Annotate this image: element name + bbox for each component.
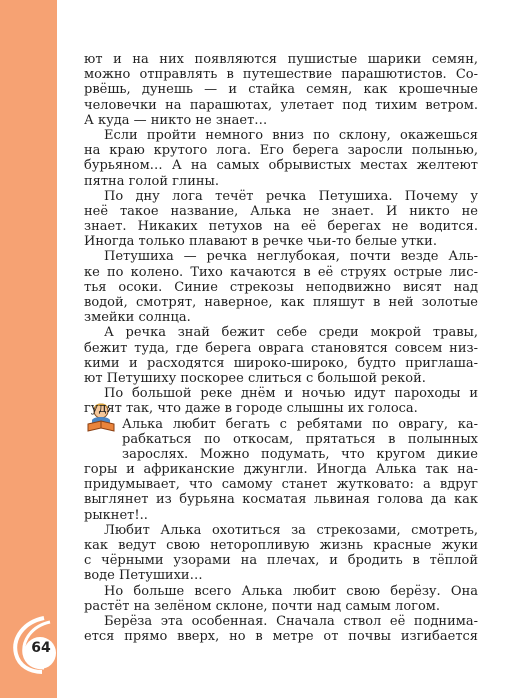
text-line: Но больше всего Алька любит свою берёзу. Она bbox=[104, 583, 478, 599]
text-line: Если пройти немного вниз по склону, окажешься bbox=[104, 127, 478, 143]
text-line: с чёрными узорами на плечах, и бродить в тёплой bbox=[84, 553, 478, 569]
text-line: неё такое название, Алька не знает. И никто не bbox=[84, 203, 478, 219]
text-line: Алька любит бегать с ребятами по оврагу, ка- bbox=[122, 416, 478, 432]
text-line: кими и расходятся широко-широко, будто приглаша- bbox=[84, 355, 478, 371]
text-line: А речка знай бежит себе среди мокрой травы, bbox=[104, 325, 478, 341]
text-line: водой, смотрят, наверное, как пляшут в ней золотые bbox=[84, 295, 478, 310]
text-line: придумывает, что самому станет жутковато: а вдруг bbox=[84, 477, 478, 493]
page-number: 64 bbox=[31, 640, 51, 656]
text-line: бежит туда, где берега оврага становятся совсем низ- bbox=[84, 340, 478, 356]
text-line: Любит Алька охотиться за стрекозами, смотреть, bbox=[104, 522, 478, 538]
text-line: Иногда только плавают в речке чьи-то белые утки. bbox=[84, 234, 437, 250]
text-line: По большой реке днём и ночью идут пароходы и bbox=[104, 386, 478, 402]
text-line: ют Петушиху поскорее слиться с большой рекой. bbox=[84, 370, 426, 386]
text-line: рвёшь, дунешь — и стайка семян, как крошечные bbox=[84, 82, 478, 98]
text-line: Берёза эта особенная. Сначала ствол её поднима- bbox=[104, 613, 478, 629]
text-line: ке по колено. Тихо качаются в её струях острые лис- bbox=[84, 264, 478, 280]
text-line: знает. Никаких петухов на её берегах не водится. bbox=[84, 219, 478, 235]
text-line: А куда — никто не знает… bbox=[84, 112, 268, 128]
text-line: можно отправлять в путешествие парашютистов. Со- bbox=[84, 67, 478, 83]
text-line: ют и на них появляются пушистые шарики семян, bbox=[84, 52, 478, 67]
text-line: рыкнет!.. bbox=[84, 507, 148, 523]
text-line: на краю крутого лога. Его берега заросли полынью, bbox=[84, 143, 478, 159]
text-line: как ведут свою неторопливую жизнь красные жуки bbox=[84, 538, 478, 553]
text-line: рабкаться по откосам, прятаться в полынных bbox=[122, 431, 478, 447]
text-line: воде Петушихи… bbox=[84, 568, 203, 584]
text-line: бурьяном… А на самых обрывистых местах желтеют bbox=[84, 158, 478, 174]
text-line: горы и африканские джунгли. Иногда Алька так на- bbox=[84, 462, 478, 478]
text-line: зарослях. Можно подумать, что кругом дикие bbox=[122, 446, 478, 462]
text-line: змейки солнца. bbox=[84, 310, 191, 326]
text-line: гудят так, что даже в городе слышны их голоса. bbox=[84, 401, 418, 417]
text-line: По дну лога течёт речка Петушиха. Почему у bbox=[104, 188, 478, 204]
text-line: Петушиха — речка неглубокая, почти везде Аль- bbox=[104, 249, 478, 265]
text-line: ется прямо вверх, но в метре от почвы изгибается bbox=[84, 629, 478, 645]
text-line: пятна голой глины. bbox=[84, 173, 220, 189]
text-line: человечки на парашютах, улетает под тихим ветром. bbox=[84, 97, 478, 113]
text-line: растёт на зелёном склоне, почти над самым логом. bbox=[84, 598, 441, 614]
text-line: тья осоки. Синие стрекозы неподвижно висят над bbox=[84, 279, 478, 295]
page-side-band bbox=[0, 0, 57, 698]
text-line: выглянет из бурьяна косматая львиная голова да как bbox=[84, 492, 478, 508]
page-text bbox=[84, 52, 478, 644]
